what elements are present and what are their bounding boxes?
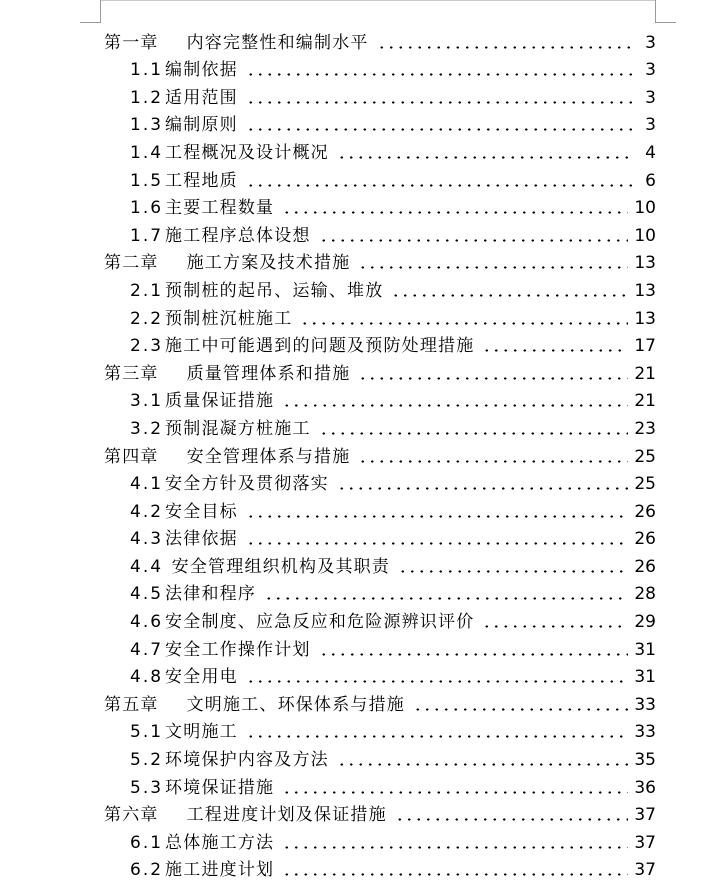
toc-entry-label: 法律依据 [165, 529, 238, 550]
toc-dot-leader [482, 625, 628, 628]
toc-entry-label: 主要工程数量 [165, 198, 275, 219]
toc-section-number: 4.1 [130, 474, 164, 495]
toc-section-number: 2.3 [130, 336, 164, 357]
toc-chapter-number: 第五章 [104, 694, 159, 715]
toc-page-number: 13 [634, 280, 656, 301]
toc-dot-leader [282, 846, 628, 849]
toc-entry-title [130, 308, 292, 330]
toc-entry-title [130, 639, 311, 661]
toc-dot-leader [246, 101, 632, 104]
toc-dot-leader [358, 377, 628, 380]
toc-page-number: 3 [645, 32, 656, 53]
toc-entry-label: 施工中可能遇到的问题及预防处理措施 [165, 336, 475, 357]
toc-entry-label: 预制混凝方桩施工 [165, 418, 311, 439]
toc-chapter-entry[interactable] [0, 440, 711, 468]
toc-page-number: 4 [645, 142, 656, 163]
toc-section-number: 1.5 [130, 170, 164, 191]
toc-entry-label: 工程概况及设计概况 [165, 142, 329, 163]
toc-dot-leader [246, 542, 629, 545]
toc-section-entry[interactable] [0, 743, 711, 771]
toc-entry-title [130, 501, 238, 523]
toc-section-entry[interactable] [0, 274, 711, 302]
toc-page-number: 28 [634, 584, 656, 605]
toc-entry-title [130, 59, 238, 81]
toc-entry-title [130, 473, 329, 495]
toc-entry-label: 安全目标 [165, 501, 238, 522]
toc-section-number: 6.1 [130, 832, 164, 853]
toc-entry-title [130, 280, 383, 302]
toc-dot-leader [282, 791, 628, 794]
toc-entry-title [104, 252, 350, 274]
toc-dot-leader [398, 570, 628, 573]
toc-page-number: 33 [634, 722, 656, 743]
toc-entry-label: 文明施工、环保体系与措施 [186, 694, 406, 715]
toc-chapter-entry[interactable] [0, 247, 711, 275]
toc-dot-leader [246, 680, 629, 683]
toc-section-entry[interactable] [0, 771, 711, 799]
toc-entry-label: 施工进度计划 [165, 860, 275, 881]
toc-page-number: 13 [634, 308, 656, 329]
toc-entry-title [130, 418, 311, 440]
toc-entry-title [104, 446, 350, 468]
toc-section-number: 4.2 [130, 501, 164, 522]
toc-section-entry[interactable] [0, 661, 711, 689]
toc-chapter-entry[interactable] [0, 357, 711, 385]
toc-page-number: 10 [634, 198, 656, 219]
toc-entry-title [130, 114, 238, 136]
toc-entry-label: 编制原则 [165, 115, 238, 136]
toc-dot-leader [282, 873, 628, 876]
toc-section-number: 6.2 [130, 860, 164, 881]
toc-entry-title [130, 832, 274, 854]
toc-section-entry[interactable] [0, 523, 711, 551]
toc-entry-label: 质量保证措施 [165, 391, 275, 412]
toc-page-number: 23 [634, 418, 656, 439]
toc-page-number: 26 [634, 556, 656, 577]
toc-entry-label: 预制桩的起吊、运输、堆放 [165, 280, 384, 301]
toc-chapter-number: 第三章 [104, 363, 159, 384]
toc-entry-label: 施工方案及技术措施 [186, 253, 351, 274]
toc-entry-title [104, 804, 387, 826]
toc-section-entry[interactable] [0, 826, 711, 854]
toc-section-entry[interactable] [0, 192, 711, 220]
table-of-contents [0, 26, 711, 881]
toc-page-number: 25 [634, 446, 656, 467]
toc-section-entry[interactable] [0, 136, 711, 164]
toc-page-number: 35 [634, 750, 656, 771]
toc-page-number: 6 [645, 170, 656, 191]
toc-dot-leader [391, 294, 628, 297]
toc-dot-leader [337, 487, 629, 490]
toc-entry-label: 内容完整性和编制水平 [186, 32, 369, 53]
toc-entry-label: 安全管理体系与措施 [186, 446, 351, 467]
toc-section-number: 1.7 [130, 225, 164, 246]
toc-section-entry[interactable] [0, 550, 711, 578]
toc-section-number: 4.6 [130, 612, 164, 633]
toc-section-entry[interactable] [0, 219, 711, 247]
toc-dot-leader [482, 349, 628, 352]
toc-page-number: 3 [645, 115, 656, 136]
toc-dot-leader [246, 184, 632, 187]
toc-section-entry[interactable] [0, 633, 711, 661]
toc-page-number: 26 [634, 529, 656, 550]
toc-entry-label: 安全管理组织机构及其职责 [165, 556, 391, 577]
toc-section-number: 1.3 [130, 115, 164, 136]
page-top-edge [101, 0, 655, 1]
toc-page-number: 21 [634, 391, 656, 412]
crop-mark-left-vertical [100, 0, 101, 22]
toc-entry-label: 安全方针及贯彻落实 [165, 474, 329, 495]
toc-page-number: 21 [634, 363, 656, 384]
toc-entry-label: 法律和程序 [165, 584, 257, 605]
toc-page-number: 13 [634, 253, 656, 274]
toc-entry-label: 编制依据 [165, 60, 238, 81]
toc-entry-label: 文明施工 [165, 722, 238, 743]
crop-mark-left-horizontal [80, 22, 101, 23]
toc-section-entry[interactable] [0, 385, 711, 413]
toc-section-entry[interactable] [0, 164, 711, 192]
toc-section-number: 2.2 [130, 308, 164, 329]
crop-mark-right-vertical [655, 0, 656, 22]
toc-entry-label: 质量管理体系和措施 [186, 363, 351, 384]
toc-entry-title [104, 363, 350, 385]
toc-entry-title [130, 583, 256, 605]
toc-dot-leader [358, 460, 628, 463]
toc-section-number: 5.1 [130, 722, 164, 743]
toc-entry-label: 安全工作操作计划 [165, 639, 311, 660]
toc-section-entry[interactable] [0, 578, 711, 606]
toc-entry-title [130, 666, 238, 688]
toc-chapter-number: 第二章 [104, 253, 159, 274]
toc-section-entry[interactable] [0, 605, 711, 633]
toc-page-number: 25 [634, 474, 656, 495]
toc-section-entry[interactable] [0, 330, 711, 358]
toc-entry-title [130, 777, 274, 799]
toc-entry-label: 环境保证措施 [165, 777, 275, 798]
toc-page-number: 36 [634, 777, 656, 798]
toc-entry-label: 施工程序总体设想 [165, 225, 311, 246]
toc-section-entry[interactable] [0, 54, 711, 82]
toc-entry-title [130, 142, 329, 164]
toc-entry-title [130, 859, 274, 881]
toc-chapter-entry[interactable] [0, 688, 711, 716]
toc-section-entry[interactable] [0, 495, 711, 523]
toc-dot-leader [358, 266, 628, 269]
toc-entry-label: 总体施工方法 [165, 832, 275, 853]
toc-dot-leader [395, 818, 629, 821]
toc-entry-label: 工程进度计划及保证措施 [186, 805, 387, 826]
toc-entry-title [130, 528, 238, 550]
toc-dot-leader [282, 211, 628, 214]
toc-page-number: 29 [634, 612, 656, 633]
toc-dot-leader [246, 73, 632, 76]
toc-section-entry[interactable] [0, 468, 711, 496]
toc-chapter-number: 第四章 [104, 446, 159, 467]
toc-section-entry[interactable] [0, 412, 711, 440]
toc-entry-label: 安全制度、应急反应和危险源辨识评价 [165, 612, 475, 633]
toc-entry-title [130, 749, 329, 771]
toc-dot-leader [319, 432, 629, 435]
toc-entry-title [130, 170, 238, 192]
toc-chapter-entry[interactable] [0, 26, 711, 54]
toc-entry-label: 工程地质 [165, 170, 238, 191]
toc-section-number: 1.2 [130, 87, 164, 108]
toc-page-number: 33 [634, 694, 656, 715]
toc-section-number: 1.6 [130, 198, 164, 219]
toc-entry-title [130, 87, 238, 109]
toc-section-number: 3.2 [130, 418, 164, 439]
toc-section-number: 4.4 [130, 556, 164, 577]
toc-page-number: 31 [634, 667, 656, 688]
toc-section-number: 1.4 [130, 142, 164, 163]
toc-dot-leader [337, 763, 629, 766]
toc-dot-leader [246, 735, 629, 738]
toc-section-number: 4.3 [130, 529, 164, 550]
toc-dot-leader [319, 239, 629, 242]
toc-page-number: 10 [634, 225, 656, 246]
toc-dot-leader [377, 46, 632, 49]
toc-page-number: 3 [645, 60, 656, 81]
crop-mark-right-horizontal [655, 22, 676, 23]
toc-dot-leader [282, 404, 628, 407]
toc-dot-leader [246, 128, 632, 131]
toc-chapter-number: 第一章 [104, 32, 159, 53]
toc-section-entry[interactable] [0, 302, 711, 330]
toc-entry-title [104, 694, 405, 716]
toc-page-number: 3 [645, 87, 656, 108]
toc-entry-label: 安全用电 [165, 667, 238, 688]
toc-entry-title [130, 390, 274, 412]
toc-dot-leader [413, 708, 628, 711]
toc-section-number: 2.1 [130, 280, 164, 301]
toc-page-number: 37 [634, 832, 656, 853]
toc-dot-leader [337, 156, 632, 159]
toc-page-number: 26 [634, 501, 656, 522]
toc-page-number: 31 [634, 639, 656, 660]
toc-page-number: 37 [634, 805, 656, 826]
toc-section-number: 4.7 [130, 639, 164, 660]
toc-section-number: 3.1 [130, 391, 164, 412]
toc-entry-title [130, 335, 474, 357]
toc-entry-label: 适用范围 [165, 87, 238, 108]
toc-chapter-entry[interactable] [0, 799, 711, 827]
toc-section-number: 1.1 [130, 60, 164, 81]
toc-section-number: 4.5 [130, 584, 164, 605]
toc-section-entry[interactable] [0, 81, 711, 109]
toc-entry-label: 预制桩沉桩施工 [165, 308, 293, 329]
toc-entry-title [130, 225, 311, 247]
toc-section-number: 5.3 [130, 777, 164, 798]
toc-section-entry[interactable] [0, 109, 711, 137]
toc-entry-title [104, 32, 369, 54]
toc-page-number: 17 [634, 336, 656, 357]
toc-dot-leader [246, 515, 629, 518]
toc-section-entry[interactable] [0, 716, 711, 744]
toc-entry-title [130, 556, 390, 578]
toc-page-number: 37 [634, 860, 656, 881]
toc-entry-title [130, 721, 238, 743]
toc-dot-leader [264, 597, 628, 600]
toc-section-entry[interactable] [0, 854, 711, 881]
toc-dot-leader [319, 653, 629, 656]
toc-section-number: 5.2 [130, 750, 164, 771]
toc-chapter-number: 第六章 [104, 805, 159, 826]
toc-entry-label: 环境保护内容及方法 [165, 750, 329, 771]
toc-entry-title [130, 197, 274, 219]
toc-entry-title [130, 611, 474, 633]
toc-section-number: 4.8 [130, 667, 164, 688]
toc-dot-leader [300, 322, 628, 325]
